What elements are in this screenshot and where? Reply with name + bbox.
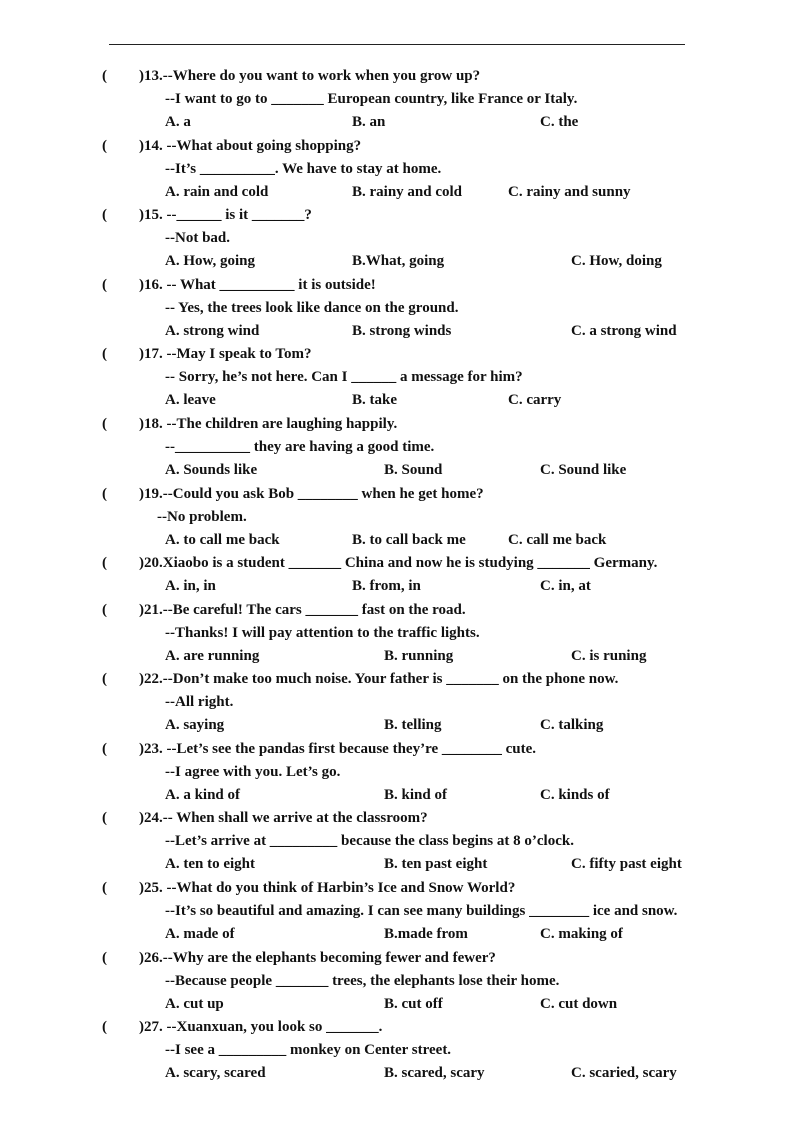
option-a: A. strong wind	[165, 322, 260, 339]
option-a: A. scary, scared	[165, 1065, 266, 1082]
option-b: B. kind of	[384, 786, 447, 803]
option-a: A. to call me back	[165, 531, 280, 548]
option-c: C. rainy and sunny	[508, 183, 631, 200]
answer-blank[interactable]: (	[102, 879, 107, 896]
question-stem: )24.-- When shall we arrive at the classroom?	[139, 810, 428, 827]
option-c: C. scaried, scary	[571, 1065, 677, 1082]
option-b: B. scared, scary	[384, 1065, 485, 1082]
answer-blank[interactable]: (	[102, 68, 107, 84]
question-reply: --It’s __________. We have to stay at home.	[165, 160, 442, 177]
question-20	[0, 551, 794, 597]
question-stem: )21.--Be careful! The cars _______ fast on the road.	[139, 601, 466, 618]
question-stem: )13.--Where do you want to work when you grow up?	[139, 68, 481, 84]
option-b: B.made from	[384, 925, 468, 942]
question-reply: --No problem.	[157, 508, 247, 525]
option-a: A. cut up	[165, 995, 224, 1012]
question-25	[0, 876, 794, 946]
question-15	[0, 203, 794, 273]
option-a: A. a	[165, 114, 191, 130]
answer-blank[interactable]: (	[102, 810, 107, 827]
question-stem: )18. --The children are laughing happily.	[139, 415, 398, 432]
option-c: C. cut down	[540, 995, 618, 1012]
question-26	[0, 946, 794, 1016]
option-b: B. cut off	[384, 995, 443, 1012]
question-reply: -- Yes, the trees look like dance on the ground.	[165, 299, 459, 316]
option-a: A. a kind of	[165, 786, 241, 803]
answer-blank[interactable]: (	[102, 415, 107, 432]
option-b: B. running	[384, 647, 454, 664]
question-reply: --I see a _________ monkey on Center street.	[165, 1042, 452, 1059]
question-stem: )22.--Don’t make too much noise. Your father is _______ on the phone now.	[139, 671, 619, 688]
option-c: C. How, doing	[571, 253, 662, 270]
question-reply: --I want to go to _______ European country, like France or Italy.	[165, 91, 578, 107]
option-b: B. strong winds	[352, 322, 452, 339]
answer-blank[interactable]: (	[102, 485, 107, 502]
answer-blank[interactable]: (	[102, 601, 107, 618]
question-stem: )25. --What do you think of Harbin’s Ice and Snow World?	[139, 879, 516, 896]
question-stem: )14. --What about going shopping?	[139, 137, 362, 154]
question-14	[0, 134, 794, 204]
question-stem: )26.--Why are the elephants becoming fewer and fewer?	[139, 949, 496, 966]
option-b: B. from, in	[352, 578, 421, 595]
question-reply: --All right.	[165, 694, 234, 711]
option-b: B. telling	[384, 717, 442, 734]
question-reply: --Not bad.	[165, 230, 231, 247]
option-c: C. the	[540, 114, 579, 130]
option-b: B. rainy and cold	[352, 183, 463, 200]
answer-blank[interactable]: (	[102, 1019, 107, 1036]
option-a: A. How, going	[165, 253, 256, 270]
option-a: A. Sounds like	[165, 461, 258, 478]
question-stem: )27. --Xuanxuan, you look so _______.	[139, 1019, 383, 1036]
question-16	[0, 273, 794, 343]
question-21	[0, 598, 794, 668]
question-reply: --I agree with you. Let’s go.	[165, 763, 341, 780]
option-b: B. Sound	[384, 461, 443, 478]
question-stem: )23. --Let’s see the pandas first because they’re ________ cute.	[139, 740, 537, 757]
question-stem: )16. -- What __________ it is outside!	[139, 276, 376, 293]
question-stem: )15. --______ is it _______?	[139, 207, 312, 224]
question-19	[0, 482, 794, 552]
answer-blank[interactable]: (	[102, 207, 107, 224]
option-c: C. call me back	[508, 531, 607, 548]
question-13	[0, 64, 794, 134]
option-c: C. is runing	[571, 647, 647, 664]
option-c: C. in, at	[540, 578, 591, 595]
question-reply: -- Sorry, he’s not here. Can I ______ a message for him?	[165, 369, 523, 386]
answer-blank[interactable]: (	[102, 740, 107, 757]
question-23	[0, 737, 794, 807]
question-17	[0, 342, 794, 412]
header-rule	[109, 44, 685, 45]
option-a: A. are running	[165, 647, 260, 664]
option-a: A. in, in	[165, 578, 216, 595]
question-reply: --Because people _______ trees, the elephants lose their home.	[165, 972, 560, 989]
answer-blank[interactable]: (	[102, 671, 107, 688]
answer-blank[interactable]: (	[102, 137, 107, 154]
question-reply: --It’s so beautiful and amazing. I can see many buildings ________ ice and snow.	[165, 902, 678, 919]
option-c: C. Sound like	[540, 461, 627, 478]
question-stem: )19.--Could you ask Bob ________ when he get home?	[139, 485, 484, 502]
option-c: C. fifty past eight	[571, 856, 682, 873]
answer-blank[interactable]: (	[102, 346, 107, 363]
option-a: A. rain and cold	[165, 183, 269, 200]
option-a: A. saying	[165, 717, 225, 734]
option-a: A. ten to eight	[165, 856, 255, 873]
option-a: A. leave	[165, 392, 216, 409]
answer-blank[interactable]: (	[102, 276, 107, 293]
option-c: C. kinds of	[540, 786, 610, 803]
question-list	[0, 64, 794, 1085]
answer-blank[interactable]: (	[102, 949, 107, 966]
option-a: A. made of	[165, 925, 235, 942]
question-stem: )17. --May I speak to Tom?	[139, 346, 312, 363]
option-b: B. take	[352, 392, 397, 409]
option-c: C. making of	[540, 925, 623, 942]
question-reply: --Let’s arrive at _________ because the class begins at 8 o’clock.	[165, 833, 574, 850]
option-c: C. talking	[540, 717, 604, 734]
question-reply: --Thanks! I will pay attention to the traffic lights.	[165, 624, 480, 641]
question-22	[0, 667, 794, 737]
question-reply: --__________ they are having a good time.	[165, 438, 435, 455]
option-b: B. an	[352, 114, 386, 130]
question-27	[0, 1015, 794, 1085]
question-stem: )20.Xiaobo is a student _______ China and now he is studying _______ Germany.	[139, 555, 658, 572]
option-c: C. a strong wind	[571, 322, 677, 339]
option-c: C. carry	[508, 392, 562, 409]
answer-blank[interactable]: (	[102, 555, 107, 572]
option-b: B. to call back me	[352, 531, 466, 548]
option-b: B. ten past eight	[384, 856, 488, 873]
question-24	[0, 806, 794, 876]
option-b: B.What, going	[352, 253, 445, 270]
question-18	[0, 412, 794, 482]
